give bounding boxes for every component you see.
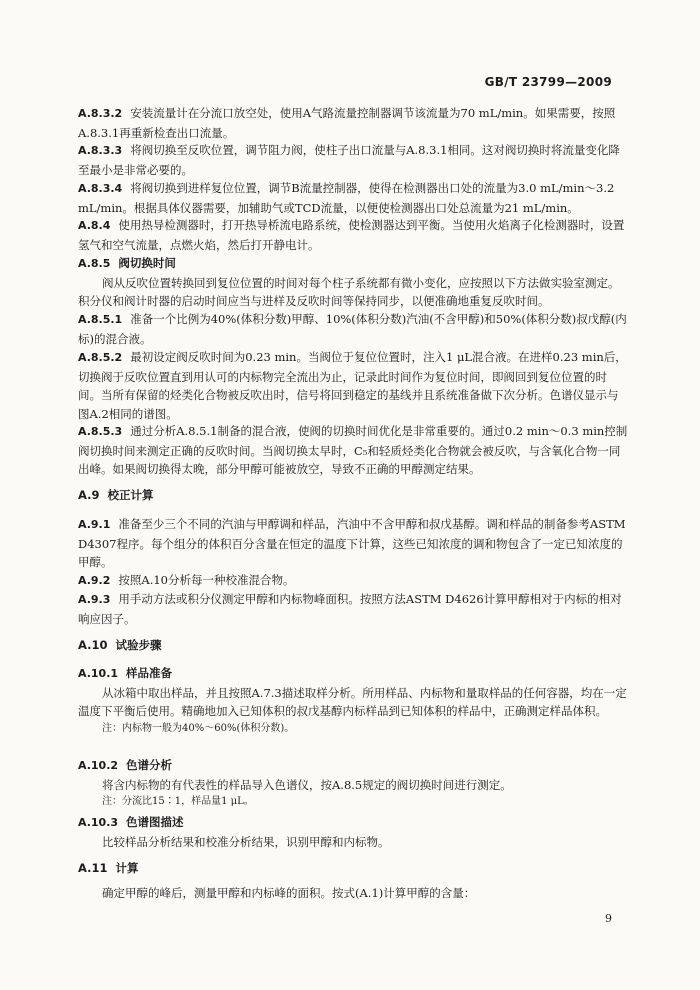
clause-note: 注：内标物一般为40%～60%(体积分数)。 (102, 722, 295, 734)
section-number: A.11 (78, 861, 108, 875)
clause-text: 准备一个比例为40%(体积分数)甲醇、10%(体积分数)汽油(不含甲醇)和50%(体积分数)叔戊醇(内标)的混合液。 (78, 312, 627, 346)
clause-a103 (78, 813, 628, 851)
clause-text: 最初设定阀反吹时间为0.23 min。当阀位于复位位置时，注入1 μL混合液。在进样0.23 min后，切换阀于反吹位置直到用认可的内标物完全流出为止，记录此时间作为复位时间，即阀回到复位位置的时间。当所有保留的烃类化合物被反吹出时，信号将回到稳定的基线并且系统准备做下次分析。色谱仪显示与图A.2相同的谱图。 (78, 350, 627, 421)
clause-text: 按照A.10分析每一种校准混合物。 (118, 573, 295, 587)
clause-a93 (78, 590, 628, 628)
clause-a84 (78, 216, 628, 254)
clause-text: 准备至少三个不同的汽油与甲醇调和样品，汽油中不含甲醇和叔戊基醇。调和样品的制备参考ASTM D4307程序。每个组分的体积百分含量在恒定的温度下计算，这些已知浓度的调和物包含了一定已知浓度的甲醇。 (78, 517, 626, 570)
section-heading: 校正计算 (107, 488, 154, 502)
clause-a833 (78, 141, 628, 179)
clause-number: A.8.5.1 (78, 313, 123, 326)
clause-number: A.8.5 (78, 257, 111, 270)
clause-number: A.9.1 (78, 518, 111, 531)
section-a11 (78, 859, 628, 902)
clause-heading: 色谱分析 (126, 758, 173, 772)
clause-text: 用手动方法或积分仪测定甲醇和内标物峰面积。按照方法ASTM D4626计算甲醇相对于内标的相对响应因子。 (78, 592, 622, 626)
section-number: A.10 (78, 638, 108, 652)
page-number: 9 (605, 912, 612, 925)
clause-note: 注：分流比15∶1，样品量1 μL。 (102, 796, 254, 808)
section-heading: 试验步骤 (115, 638, 162, 652)
clause-heading: 阀切换时间 (118, 256, 176, 270)
section-heading: 计算 (115, 861, 139, 875)
clause-a92 (78, 571, 628, 591)
clause-number: A.9.3 (78, 593, 111, 606)
clause-a851 (78, 310, 628, 348)
clause-number: A.10.3 (78, 816, 119, 829)
clause-heading: 样品准备 (126, 666, 173, 680)
clause-heading: 色谱图描述 (126, 815, 184, 829)
section-text: 确定甲醇的峰后，测量甲醇和内标峰的面积。按式(A.1)计算甲醇的含量： (102, 885, 476, 900)
clause-a91 (78, 515, 628, 572)
clause-a853 (78, 422, 628, 479)
clause-number: A.10.1 (78, 667, 119, 680)
clause-a834 (78, 179, 628, 217)
clause-text: 比较样品分析结果和校准分析结果，识别甲醇和内标物。 (102, 834, 390, 849)
clause-text: 从冰箱中取出样品，并且按照A.7.3描述取样分析。所用样品、内标物和量取样品的任何容器，均在一定温度下平衡后使用。精确地加入已知体积的叔戊基醇内标样品到已知体积的样品中，正确测定样品体积。 (78, 685, 627, 719)
clause-number: A.8.3.4 (78, 182, 123, 195)
clause-text: 将含内标物的有代表性的样品导入色谱仪，按A.8.5规定的阀切换时间进行测定。 (102, 777, 512, 792)
clause-number: A.8.3.3 (78, 144, 123, 157)
clause-text: 通过分析A.8.5.1制备的混合液，使阀的切换时间优化是非常重要的。通过0.2 min～0.3 min控制阀切换时间来测定正确的反吹时间。当阀切换太早时，C₅和轻质烃类化合物就会被反吹，与含氧化合物一同出峰。如果阀切换得太晚，部分甲醇可能被放空，导致不正确的甲醇测定结果。 (78, 424, 628, 477)
section-a10 (78, 636, 628, 655)
clause-a101 (78, 664, 628, 737)
clause-number: A.9.2 (78, 574, 111, 587)
clause-text: 使用热导检测器时，打开热导桥流电路系统，使检测器达到平衡。当使用火焰离子化检测器时，设置氢气和空气流量，点燃火焰，然后打开静电计。 (78, 218, 625, 252)
clause-text: 安装流量计在分流口放空处，使用A气路流量控制器调节该流量为70 mL/min。如果需要，按照A.8.3.1再重新检查出口流量。 (78, 106, 616, 140)
section-a9 (78, 486, 628, 505)
clause-a832 (78, 104, 628, 142)
clause-a102 (78, 756, 628, 810)
clause-text: 将阀切换至反吹位置，调节阻力阀，使柱子出口流量与A.8.3.1相同。这对阀切换时将流量变化降至最小是非常必要的。 (78, 143, 620, 177)
clause-text: 阀从反吹位置转换回到复位位置的时间对每个柱子系统都有微小变化，应按照以下方法做实验室测定。积分仪和阀计时器的启动时间应当与进样及反吹时间等保持同步，以便准确地重复反吹时间。 (78, 275, 620, 309)
section-number: A.9 (78, 488, 100, 502)
standard-number: GB/T 23799—2009 (484, 75, 612, 89)
clause-number: A.8.5.2 (78, 351, 123, 364)
clause-number: A.8.5.3 (78, 425, 123, 438)
clause-number: A.10.2 (78, 759, 119, 772)
clause-text: 将阀切换到进样复位位置，调节B流量控制器，使得在检测器出口处的流量为3.0 mL/min～3.2 mL/min。根据具体仪器需要，加辅助气或TCD流量，以便使检测器出口处总流量为21 mL/min。 (78, 181, 615, 215)
clause-number: A.8.3.2 (78, 107, 123, 120)
clause-a852 (78, 348, 628, 423)
clause-number: A.8.4 (78, 219, 111, 232)
clause-a85 (78, 254, 628, 311)
